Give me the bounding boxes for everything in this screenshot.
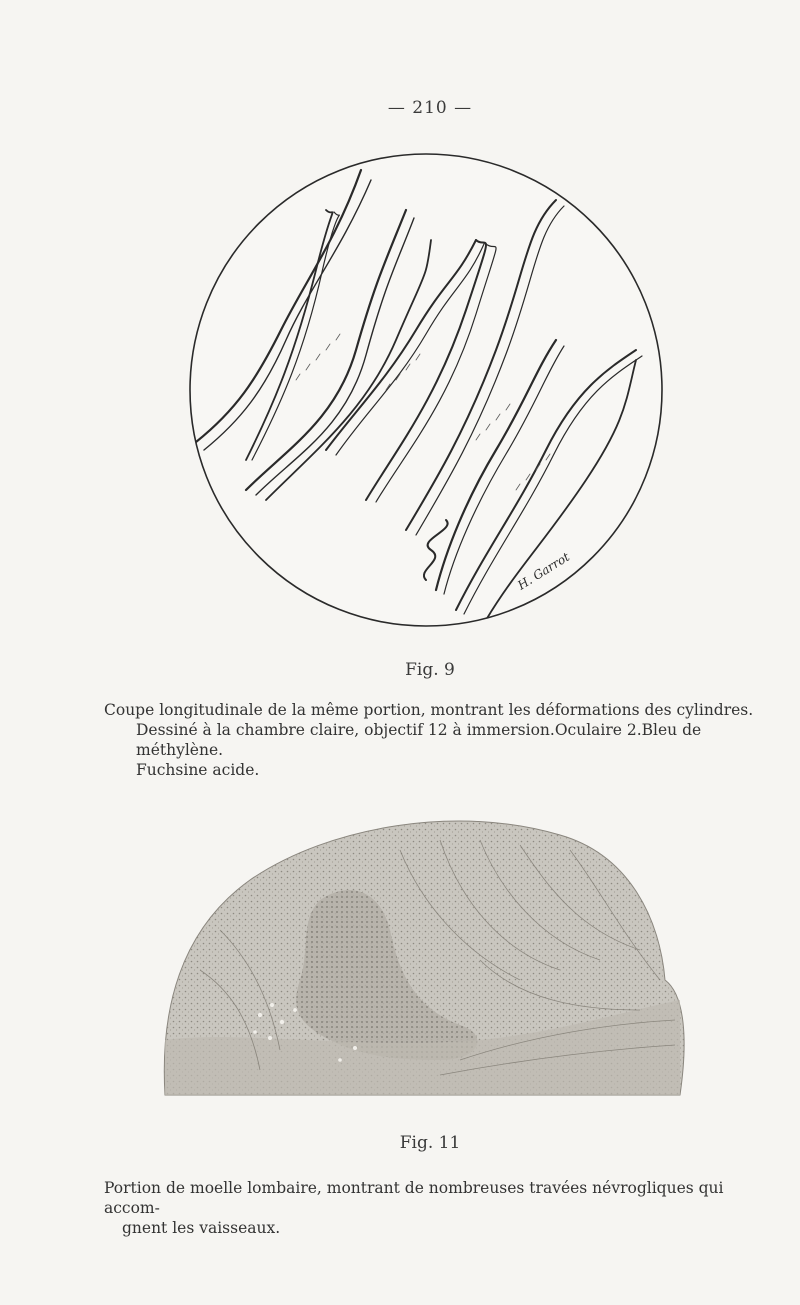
figure-11-illustration: [160, 810, 690, 1105]
figure-9-caption-line-2: Dessiné à la chambre claire, objectif 12 à immersion.Oculaire 2.Bleu de méthylène.: [136, 721, 702, 759]
figure-9-label: Fig. 9: [405, 660, 455, 680]
figure-11-label: Fig. 11: [399, 1133, 461, 1153]
figure-9-caption-line-1: Coupe longitudinale de la même portion, montrant les déformations des cylindres.: [104, 701, 754, 719]
figure-9-caption-line-3: Fuchsine acide.: [136, 761, 260, 779]
figure-9-signature: H. Garrot: [515, 549, 573, 593]
page-number: — 210 —: [387, 98, 473, 118]
figure-11-caption-line-1: Portion de moelle lombaire, montrant de nombreuses travées névrogliques qui accom-: [104, 1179, 724, 1217]
figure-11-caption-line-2: gnent les vaisseaux.: [122, 1219, 281, 1237]
figure-9-caption: [104, 700, 764, 780]
figure-9-illustration: [186, 150, 666, 630]
figure-11-caption: [104, 1178, 764, 1238]
